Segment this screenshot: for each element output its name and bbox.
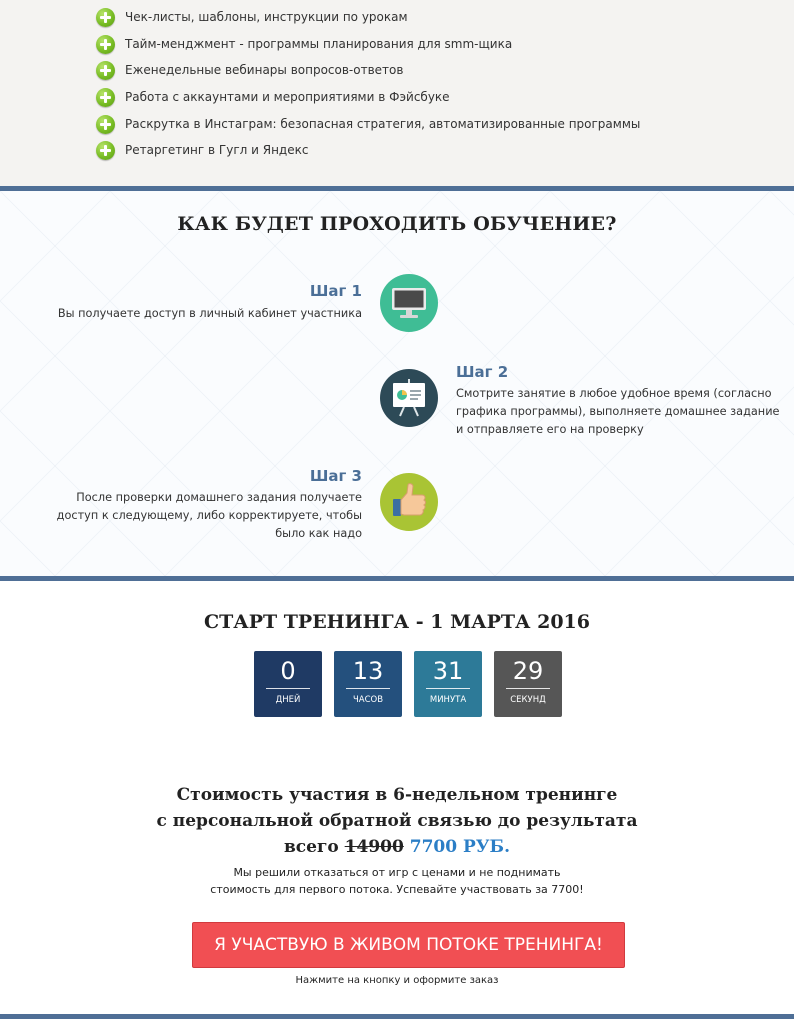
countdown-seconds-value: 29 xyxy=(512,657,544,685)
plus-icon xyxy=(96,35,115,54)
price-line-2: с персональной обратной связью до результата xyxy=(156,811,638,831)
feature-text: Чек-листы, шаблоны, инструкции по урокам xyxy=(125,10,408,24)
new-price: 7700 РУБ. xyxy=(409,837,510,857)
countdown-hours xyxy=(334,651,402,717)
countdown-hours-label: ЧАСОВ xyxy=(352,695,384,705)
plus-icon xyxy=(96,115,115,134)
countdown-hours-value: 13 xyxy=(352,657,384,685)
step-3-text: После проверки домашнего задания получаете доступ к следующему, либо корректируете, чтобы было как надо xyxy=(56,491,362,540)
plus-icon xyxy=(96,141,115,160)
old-price: 14900 xyxy=(344,837,404,857)
feature-item xyxy=(96,34,512,54)
plus-icon xyxy=(96,8,115,27)
countdown-days-value: 0 xyxy=(280,657,296,685)
price-note-line-1: Мы решили отказаться от игр с ценами и не поднимать xyxy=(233,866,561,879)
plus-icon xyxy=(96,61,115,80)
section-divider xyxy=(0,1014,794,1019)
step-1-title: Шаг 1 xyxy=(309,282,362,300)
feature-item xyxy=(96,60,403,80)
feature-text: Ретаргетинг в Гугл и Яндекс xyxy=(125,143,309,157)
feature-item xyxy=(96,140,308,160)
price-prefix: всего xyxy=(284,837,345,857)
countdown-days-label: ДНЕЙ xyxy=(275,695,301,705)
feature-item xyxy=(96,87,450,107)
countdown-minutes-value: 31 xyxy=(432,657,464,685)
features-section xyxy=(0,0,794,186)
countdown-separator xyxy=(506,688,550,689)
monitor-icon xyxy=(380,274,438,332)
feature-item xyxy=(96,114,640,134)
countdown-separator xyxy=(426,688,470,689)
presentation-board-icon xyxy=(380,369,438,427)
step-2-text: Смотрите занятие в любое удобное время (согласно графика программы), выполняете домашнее задание и отправляете его на проверку xyxy=(456,387,780,436)
price-line-3 xyxy=(0,834,794,860)
feature-text: Еженедельные вебинары вопросов-ответов xyxy=(125,63,404,77)
countdown-seconds xyxy=(494,651,562,717)
price-note xyxy=(0,864,794,898)
price-heading xyxy=(0,782,794,860)
cta-note: Нажмите на кнопку и оформите заказ xyxy=(295,975,499,986)
countdown-separator xyxy=(266,688,310,689)
step-3-title: Шаг 3 xyxy=(309,467,362,485)
thumbs-up-icon xyxy=(380,473,438,531)
price-line-1: Стоимость участия в 6-недельном тренинге xyxy=(176,785,618,805)
step-2-title: Шаг 2 xyxy=(456,363,509,381)
feature-item xyxy=(96,7,408,27)
countdown-seconds-label: СЕКУНД xyxy=(510,695,546,705)
countdown-separator xyxy=(346,688,390,689)
plus-icon xyxy=(96,88,115,107)
join-training-button[interactable]: Я УЧАСТВУЮ В ЖИВОМ ПОТОКЕ ТРЕНИНГА! xyxy=(192,922,625,968)
price-note-line-2: стоимость для первого потока. Успевайте участвовать за 7700! xyxy=(210,883,584,896)
countdown-days xyxy=(254,651,322,717)
steps-title: КАК БУДЕТ ПРОХОДИТЬ ОБУЧЕНИЕ? xyxy=(177,213,617,235)
step-1-text: Вы получаете доступ в личный кабинет участника xyxy=(57,307,362,320)
steps-section xyxy=(0,191,794,576)
feature-text: Работа с аккаунтами и мероприятиями в Фэйсбуке xyxy=(125,90,450,104)
feature-text: Раскрутка в Инстаграм: безопасная стратегия, автоматизированные программы xyxy=(125,117,641,131)
countdown-minutes-label: МИНУТА xyxy=(429,695,467,705)
section-divider xyxy=(0,576,794,581)
feature-text: Тайм-менджмент - программы планирования для smm-щика xyxy=(125,37,513,51)
countdown-minutes xyxy=(414,651,482,717)
timer-title: СТАРТ ТРЕНИНГА - 1 МАРТА 2016 xyxy=(204,611,590,633)
